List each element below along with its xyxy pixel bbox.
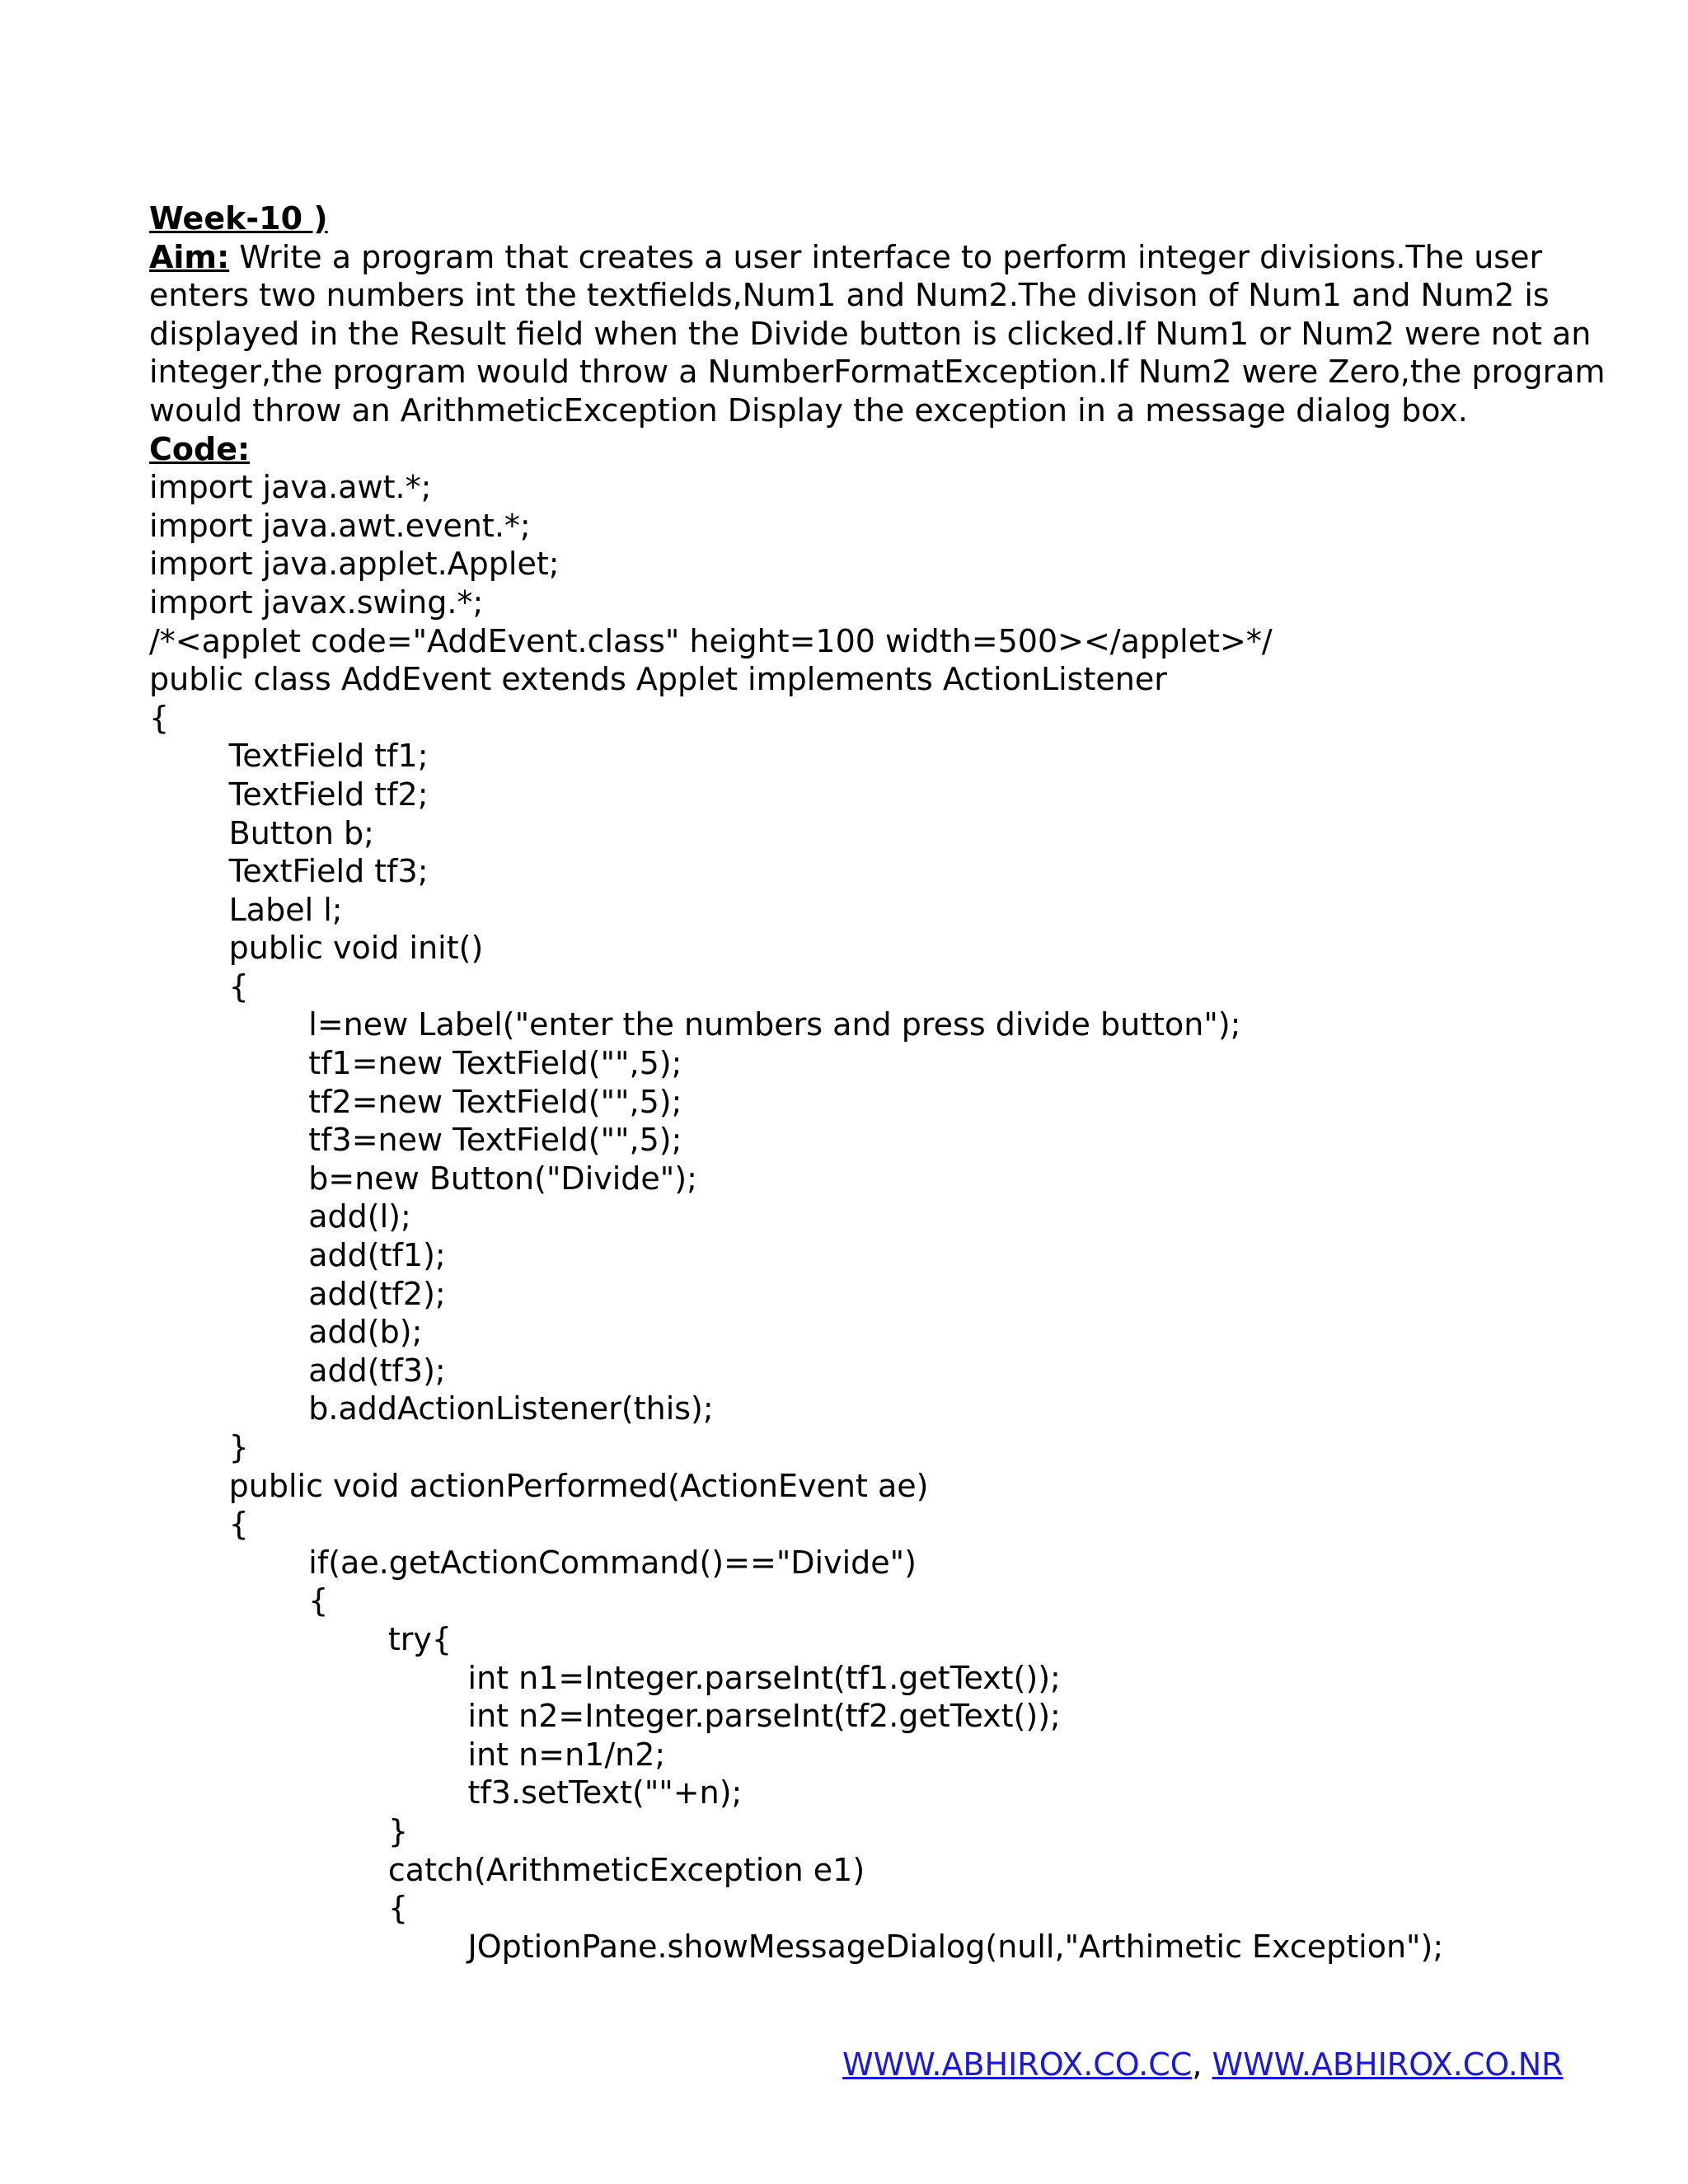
- aim-line-text: Write a program that creates a user interface to perform integer divisions.The user: [229, 238, 1543, 275]
- code-line: try{: [149, 1620, 452, 1657]
- code-line: add(l);: [149, 1198, 411, 1235]
- code-line: import java.awt.*;: [149, 469, 432, 506]
- code-line: catch(ArithmeticException e1): [149, 1851, 865, 1888]
- code-line: TextField tf2;: [149, 776, 429, 813]
- code-line: Button b;: [149, 814, 374, 851]
- code-line: }: [149, 1812, 409, 1849]
- code-line: TextField tf3;: [149, 853, 429, 890]
- code-line: public void actionPerformed(ActionEvent ae): [149, 1467, 929, 1504]
- code-line: l=new Label("enter the numbers and press divide button");: [149, 1006, 1241, 1043]
- code-line: tf3.setText(""+n);: [149, 1774, 743, 1811]
- document-content: [149, 199, 1606, 1966]
- footer-links: [842, 2046, 1564, 2083]
- code-line: b=new Button("Divide");: [149, 1160, 697, 1197]
- footer-separator: ,: [1192, 2046, 1212, 2083]
- code-line: {: [149, 1890, 409, 1927]
- code-block: [149, 468, 1550, 1966]
- code-line: }: [149, 1429, 249, 1465]
- code-line: {: [149, 1582, 329, 1619]
- aim-paragraph: [149, 238, 1606, 430]
- code-line: int n=n1/n2;: [149, 1736, 666, 1773]
- aim-line: displayed in the Result field when the Divide button is clicked.If Num1 or Num2 were not an: [149, 315, 1592, 352]
- code-label: Code:: [149, 430, 251, 467]
- code-line: /*<applet code="AddEvent.class" height=100 width=500></applet>*/: [149, 622, 1273, 659]
- code-line: public void init(): [149, 930, 484, 967]
- code-line: import java.awt.event.*;: [149, 507, 531, 544]
- code-line: int n2=Integer.parseInt(tf2.getText());: [149, 1698, 1061, 1735]
- code-line: JOptionPane.showMessageDialog(null,"Arthimetic Exception");: [149, 1928, 1444, 1965]
- code-line: import java.applet.Applet;: [149, 546, 560, 583]
- code-line: tf2=new TextField("",5);: [149, 1083, 682, 1120]
- code-line: add(tf2);: [149, 1275, 446, 1312]
- code-line: int n1=Integer.parseInt(tf1.getText());: [149, 1659, 1061, 1696]
- code-line: public class AddEvent extends Applet implements ActionListener: [149, 661, 1167, 698]
- code-line: {: [149, 968, 249, 1005]
- code-line: tf3=new TextField("",5);: [149, 1122, 682, 1159]
- code-line: {: [149, 699, 170, 736]
- aim-label: Aim:: [149, 238, 230, 275]
- code-line: b.addActionListener(this);: [149, 1390, 714, 1427]
- code-line: {: [149, 1506, 249, 1543]
- aim-line: [149, 238, 1550, 277]
- code-line: add(tf3);: [149, 1352, 446, 1389]
- aim-line: enters two numbers int the textfields,Num1 and Num2.The divison of Num1 and Num2 is: [149, 277, 1550, 314]
- code-line: TextField tf1;: [149, 738, 429, 775]
- code-line: tf1=new TextField("",5);: [149, 1045, 682, 1082]
- week-heading: Week-10 ): [149, 200, 328, 237]
- code-line: Label l;: [149, 891, 343, 928]
- code-line: add(b);: [149, 1314, 423, 1351]
- footer-link-nr[interactable]: WWW.ABHIROX.CO.NR: [1212, 2046, 1564, 2083]
- code-line: if(ae.getActionCommand()=="Divide"): [149, 1544, 917, 1581]
- aim-line: integer,the program would throw a NumberFormatException.If Num2 were Zero,the program: [149, 354, 1606, 391]
- code-line: import javax.swing.*;: [149, 583, 484, 621]
- footer-link-cc[interactable]: WWW.ABHIROX.CO.CC: [842, 2046, 1193, 2083]
- aim-line: would throw an ArithmeticException Display the exception in a message dialog box.: [149, 391, 1468, 429]
- code-line: add(tf1);: [149, 1237, 446, 1274]
